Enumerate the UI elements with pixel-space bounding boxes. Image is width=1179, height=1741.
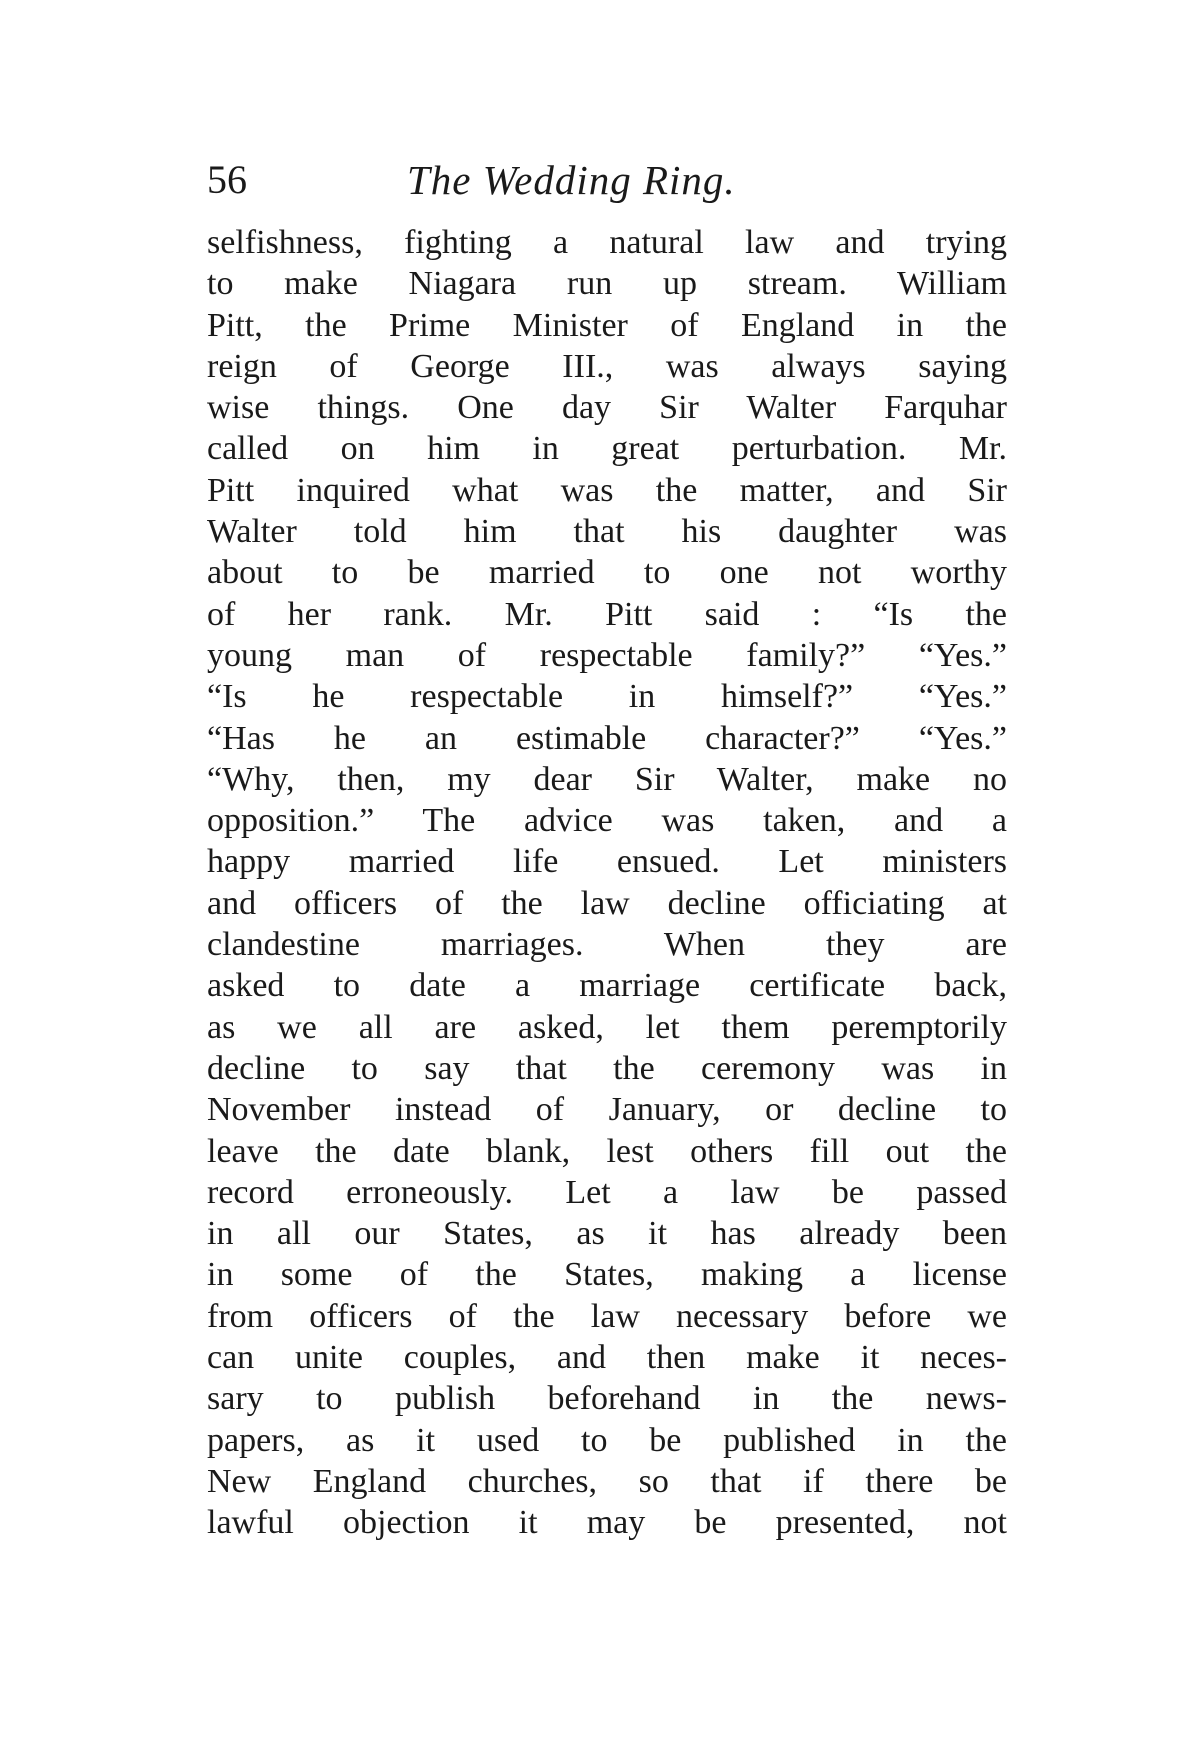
text-line: wise things. One day Sir Walter Farquhar xyxy=(207,389,1007,427)
text-line: clandestine marriages. When they are xyxy=(207,926,1007,964)
page-number: 56 xyxy=(207,157,247,202)
text-line: called on him in great perturbation. Mr. xyxy=(207,430,1007,468)
text-line: to make Niagara run up stream. William xyxy=(207,265,1007,303)
text-line: New England churches, so that if there be xyxy=(207,1462,1007,1500)
text-line: “Has he an estimable character?” “Yes.” xyxy=(207,719,1007,757)
text-line: as we all are asked, let them peremptorily xyxy=(207,1008,1007,1046)
text-line: young man of respectable family?” “Yes.” xyxy=(207,636,1007,674)
text-line: papers, as it used to be published in the xyxy=(207,1421,1007,1459)
text-line: Pitt, the Prime Minister of England in the xyxy=(207,306,1007,344)
text-line: opposition.” The advice was taken, and a xyxy=(207,802,1007,840)
text-line: Walter told him that his daughter was xyxy=(207,513,1007,551)
text-line: in some of the States, making a license xyxy=(207,1256,1007,1294)
running-title: The Wedding Ring. xyxy=(407,157,736,203)
text-line: can unite couples, and then make it neces- xyxy=(207,1339,1007,1377)
page-header xyxy=(207,150,1007,210)
text-line: about to be married to one not worthy xyxy=(207,554,1007,592)
text-line: record erroneously. Let a law be passed xyxy=(207,1173,1007,1211)
text-line: asked to date a marriage certificate back, xyxy=(207,967,1007,1005)
text-line: lawful objection it may be presented, not xyxy=(207,1504,1007,1542)
text-line: November instead of January, or decline to xyxy=(207,1091,1007,1129)
text-line: sary to publish beforehand in the news- xyxy=(207,1380,1007,1418)
text-line: leave the date blank, lest others fill out the xyxy=(207,1132,1007,1170)
text-line: “Is he respectable in himself?” “Yes.” xyxy=(207,678,1007,716)
body-text xyxy=(207,222,1007,1544)
text-line: from officers of the law necessary before we xyxy=(207,1297,1007,1335)
text-line: of her rank. Mr. Pitt said : “Is the xyxy=(207,595,1007,633)
text-line: decline to say that the ceremony was in xyxy=(207,1049,1007,1087)
text-line: reign of George III., was always saying xyxy=(207,347,1007,385)
text-line: “Why, then, my dear Sir Walter, make no xyxy=(207,760,1007,798)
text-line: selfishness, fighting a natural law and trying xyxy=(207,224,1007,261)
text-line: and officers of the law decline officiating at xyxy=(207,884,1007,922)
text-line: happy married life ensued. Let ministers xyxy=(207,843,1007,881)
text-line: in all our States, as it has already been xyxy=(207,1215,1007,1253)
text-line: Pitt inquired what was the matter, and Sir xyxy=(207,471,1007,509)
